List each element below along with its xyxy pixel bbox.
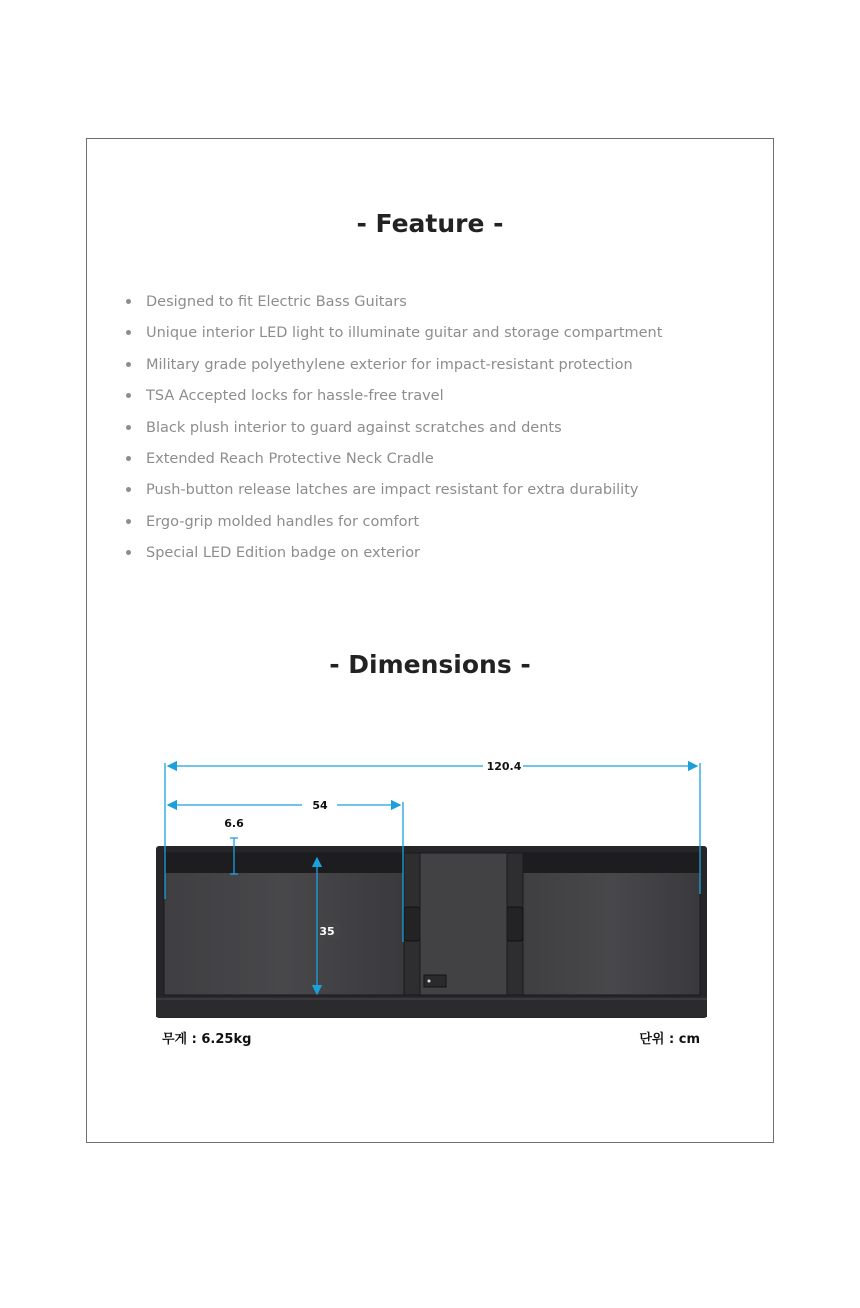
feature-text: Extended Reach Protective Neck Cradle: [146, 450, 434, 467]
feature-text: Military grade polyethylene exterior for impact-resistant protection: [146, 356, 633, 373]
depth-label: 6.6: [224, 817, 244, 830]
feature-text: TSA Accepted locks for hassle-free travel: [146, 388, 444, 405]
case-center-panel: [420, 853, 507, 995]
partial-length-label: 54: [312, 799, 328, 812]
case-right-panel: [523, 853, 700, 995]
content-frame: [86, 138, 774, 1143]
case-left-panel: [164, 853, 404, 995]
feature-heading: - Feature -: [356, 209, 504, 238]
case-dimension-diagram: [87, 139, 773, 1142]
right-latch: [507, 907, 523, 941]
dimensions-heading: - Dimensions -: [329, 650, 531, 679]
unit-label: 단위 : cm: [639, 1032, 700, 1047]
height-label: 35: [319, 925, 335, 938]
feature-text: Push-button release latches are impact resistant for extra durability: [146, 482, 639, 499]
case-right-lid-edge: [523, 853, 700, 873]
left-latch: [404, 907, 420, 941]
case-base: [156, 997, 707, 1017]
total-length-label: 120.4: [486, 760, 522, 773]
led-badge-icon: [424, 975, 446, 987]
case-left-lid-edge: [164, 853, 404, 873]
feature-text: Designed to fit Electric Bass Guitars: [146, 294, 407, 310]
feature-text: Black plush interior to guard against scratches and dents: [146, 419, 562, 436]
feature-text: Ergo-grip molded handles for comfort: [146, 513, 420, 530]
weight-label: 무게 : 6.25kg: [162, 1032, 252, 1047]
feature-text: Unique interior LED light to illuminate guitar and storage compartment: [146, 325, 663, 342]
guitar-case-image: [156, 846, 707, 1018]
feature-text: Special LED Edition badge on exterior: [146, 545, 421, 562]
